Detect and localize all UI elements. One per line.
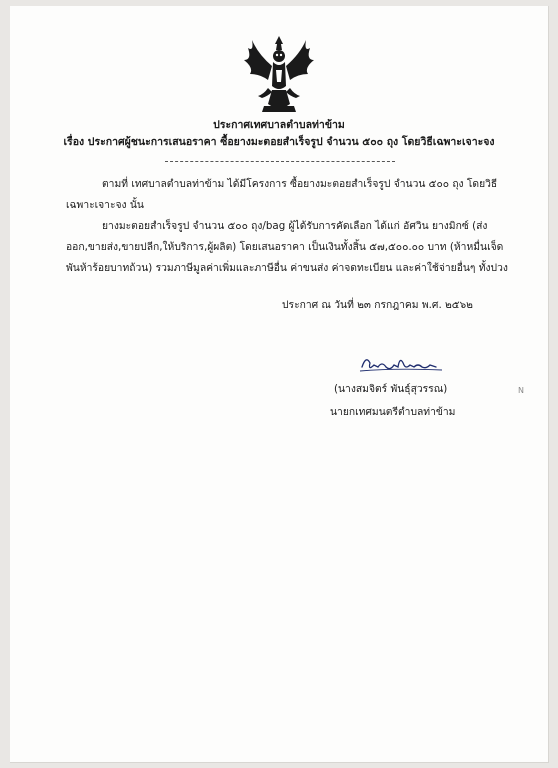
handwritten-signature — [356, 351, 448, 377]
margin-mark: N — [518, 386, 524, 395]
garuda-emblem-icon — [238, 34, 320, 116]
body-paragraph-1: ตามที่ เทศบาลตำบลท่าข้าม ได้มีโครงการ ซื้อยางมะตอยสำเร็จรูป จำนวน ๕๐๐ ถุง โดยวิธีเฉพาะเจาะจง นั้น — [66, 178, 498, 211]
document-page — [10, 6, 549, 763]
document-title: ประกาศเทศบาลตำบลท่าข้าม — [213, 119, 345, 131]
signatory-position: นายกเทศมนตรีตำบลท่าข้าม — [330, 406, 456, 418]
document-subject: เรื่อง ประกาศผู้ชนะการเสนอราคา ซื้อยางมะตอยสำเร็จรูป จำนวน ๕๐๐ ถุง โดยวิธีเฉพาะเจาะจง — [63, 136, 495, 148]
signatory-name: (นางสมจิตร์ พันธุ์สุวรรณ) — [334, 383, 448, 395]
body-paragraph-2: ยางมะตอยสำเร็จรูป จำนวน ๕๐๐ ถุง/bag ผู้ได้รับการคัดเลือก ได้แก่ อัศวิน ยางมิกซ์ (ส่งออก,ขายส่ง,ขายปลีก,ให้บริการ,ผู้ผลิต) โดยเสนอราคา เป็นเงินทั้งสิ้น ๕๗,๕๐๐.๐๐ บาท (ห้าหมื่นเจ็ดพันห้าร้อยบาทถ้วน) รวมภาษีมูลค่าเพิ่มและภาษีอื่น ค่าขนส่ง ค่าจดทะเบียน และค่าใช้จ่ายอื่นๆ ทั้งปวง — [66, 220, 508, 274]
announcement-date: ประกาศ ณ วันที่ ๒๓ กรกฎาคม พ.ศ. ๒๕๖๒ — [282, 299, 473, 311]
divider — [165, 161, 395, 162]
